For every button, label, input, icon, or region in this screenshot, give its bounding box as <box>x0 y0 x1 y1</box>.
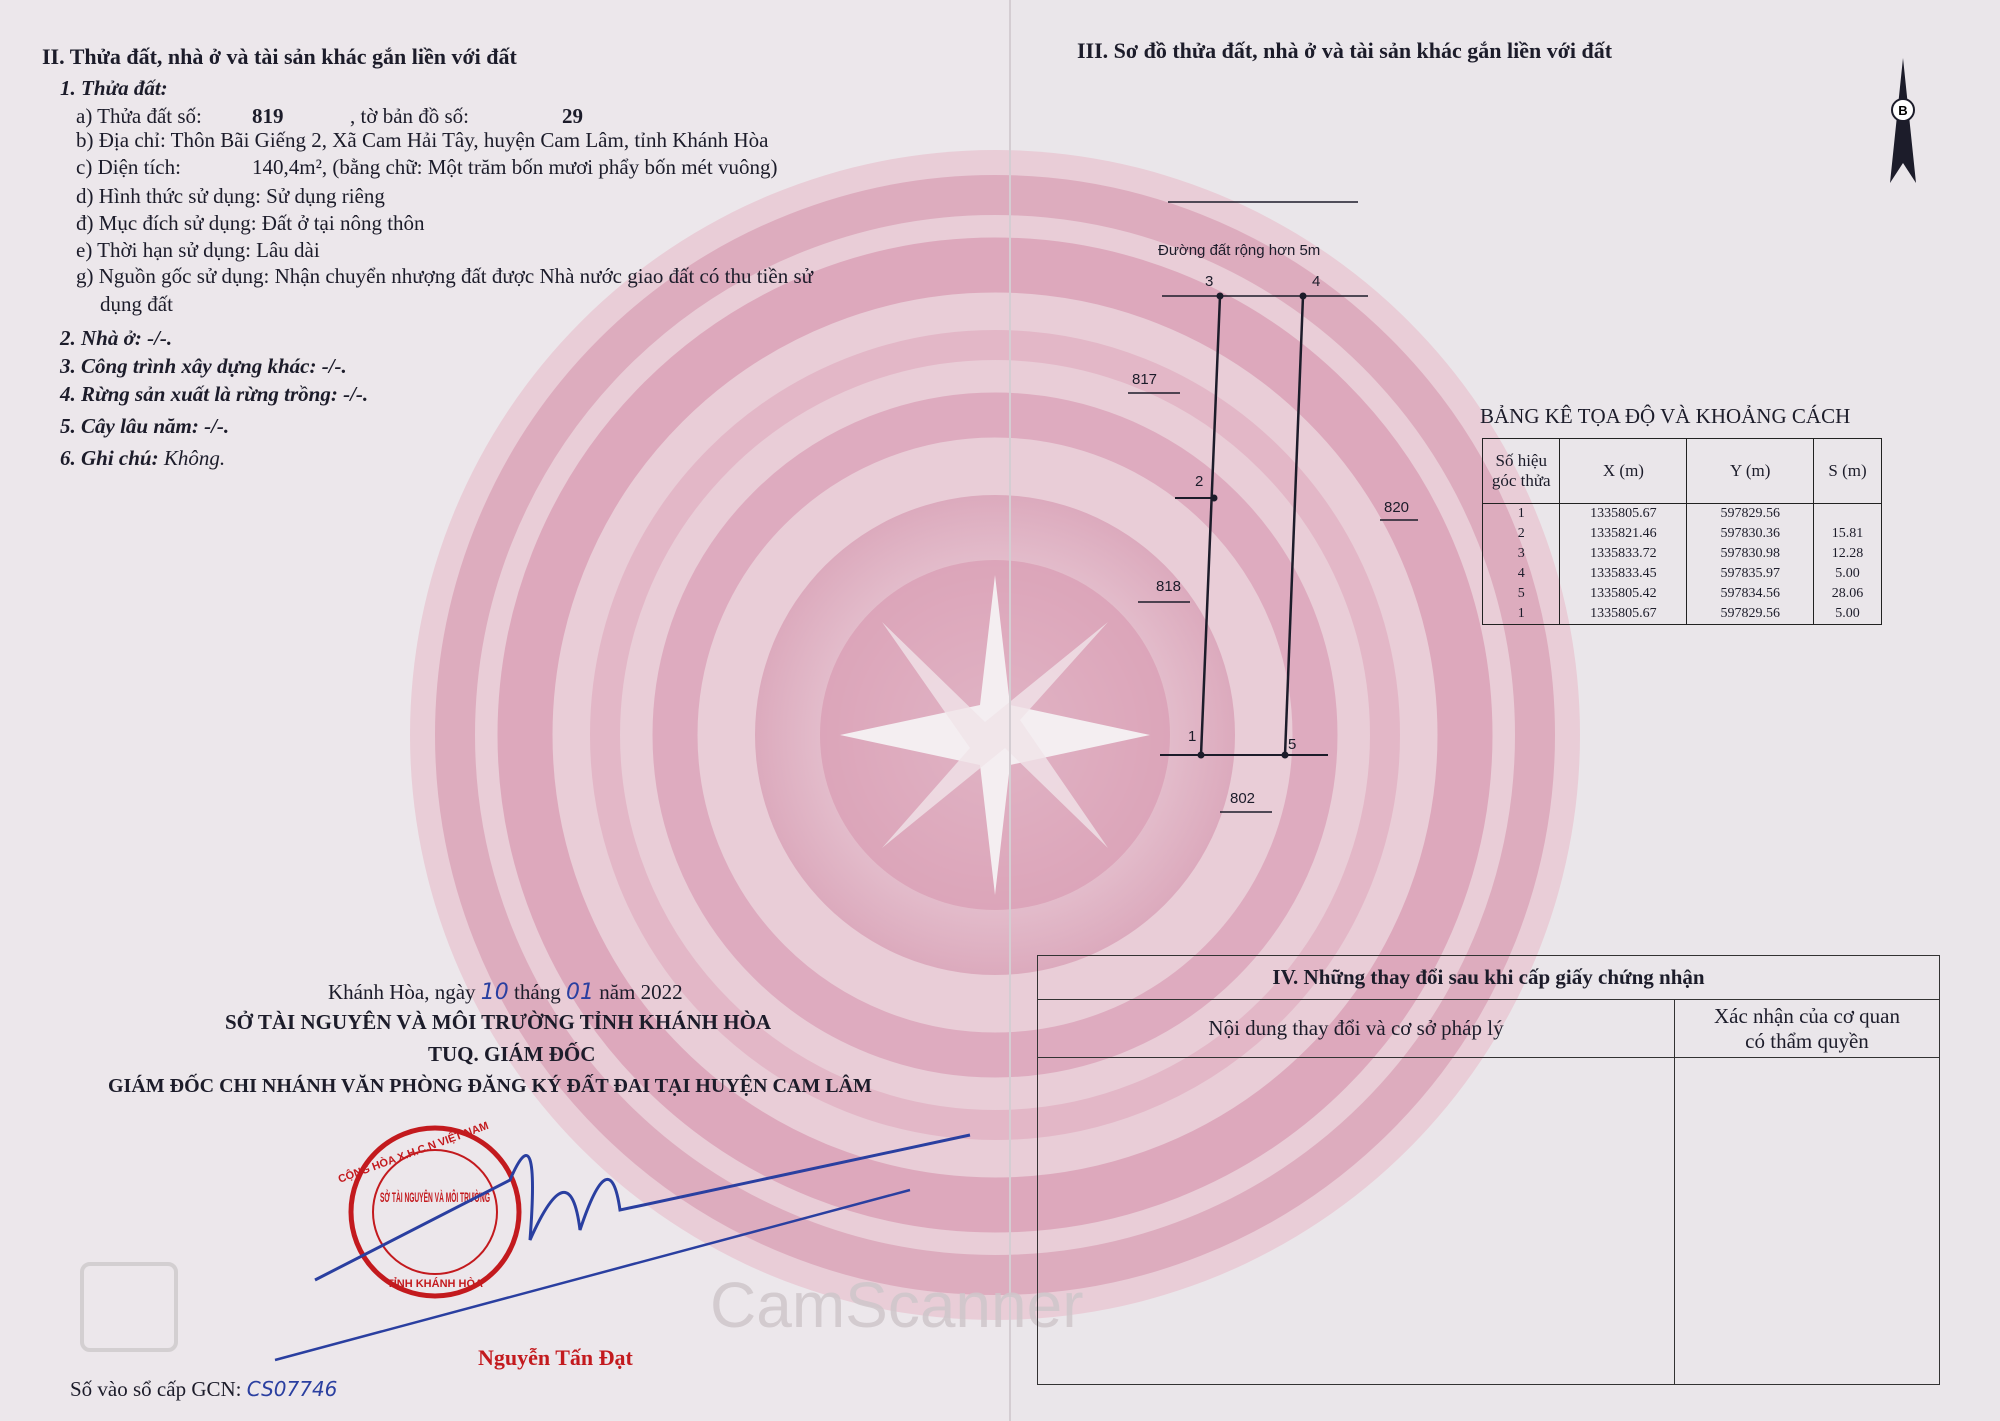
table-cell: 1 <box>1483 504 1560 525</box>
table-cell <box>1814 504 1882 525</box>
point-5-label: 5 <box>1288 736 1297 753</box>
table-cell: 1335821.46 <box>1560 524 1687 544</box>
changes-col-content: Nội dung thay đổi và cơ sở pháp lý <box>1038 1000 1675 1058</box>
table-cell: 5 <box>1483 584 1560 604</box>
parcel-diagram <box>1100 190 1400 830</box>
seal-inner-text: SỞ TÀI NGUYÊN VÀ MÔI TRƯỜNG <box>380 1189 613 1205</box>
table-cell: 1 <box>1483 604 1560 625</box>
point-4-label: 4 <box>1312 273 1321 290</box>
point-3-label: 3 <box>1205 273 1214 290</box>
map-sheet-number: 29 <box>562 104 583 128</box>
other-works-line: 3. Công trình xây dựng khác: -/-. <box>60 354 347 378</box>
table-cell: 1335805.67 <box>1560 504 1687 525</box>
table-cell: 1335833.72 <box>1560 544 1687 564</box>
coord-header-y: Y (m) <box>1687 439 1814 504</box>
address: b) Địa chỉ: Thôn Bãi Giếng 2, Xã Cam Hải Tây, huyện Cam Lâm, tỉnh Khánh Hòa <box>76 128 769 152</box>
year-label: năm 2022 <box>599 980 683 1004</box>
issuing-org: SỞ TÀI NGUYÊN VÀ MÔI TRƯỜNG TỈNH KHÁNH HÒA <box>225 1010 772 1034</box>
gcn-number-row <box>70 1377 337 1402</box>
note-value: Không. <box>163 446 226 470</box>
gcn-number: CS07746 <box>246 1377 338 1401</box>
table-cell: 28.06 <box>1814 584 1882 604</box>
section-ii-title: II. Thửa đất, nhà ở và tài sản khác gắn liền với đất <box>42 44 517 69</box>
house-line: 2. Nhà ở: -/-. <box>60 326 173 350</box>
plot-number-label: a) Thửa đất số: <box>76 104 202 128</box>
table-cell: 1335805.42 <box>1560 584 1687 604</box>
table-row <box>1483 584 1882 604</box>
point-1-label: 1 <box>1188 728 1197 745</box>
gcn-label: Số vào sổ cấp GCN: <box>70 1377 242 1401</box>
table-cell: 1335833.45 <box>1560 564 1687 584</box>
table-row <box>1483 564 1882 584</box>
changes-col-confirm-line1: Xác nhận của cơ quan <box>1713 1003 1901 1028</box>
area-label: c) Diện tích: <box>76 155 181 179</box>
changes-col-confirm <box>1675 1000 1940 1058</box>
changes-col-confirm-line2: có thẩm quyền <box>1745 1028 1869 1053</box>
table-cell: 3 <box>1483 544 1560 564</box>
tuq-title: TUQ. GIÁM ĐỐC <box>428 1042 596 1066</box>
area-value: 140,4m², (bằng chữ: Một trăm bốn mươi phẩy bốn mét vuông) <box>252 155 778 179</box>
forest-line: 4. Rừng sản xuất là rừng trồng: -/-. <box>60 382 369 406</box>
changes-title: IV. Những thay đổi sau khi cấp giấy chứng nhận <box>1038 956 1940 1000</box>
land-purpose: đ) Mục đích sử dụng: Đất ở tại nông thôn <box>76 211 425 235</box>
branch-title: GIÁM ĐỐC CHI NHÁNH VĂN PHÒNG ĐĂNG KÝ ĐẤT ĐAI TẠI HUYỆN CAM LÂM <box>108 1075 872 1097</box>
neighbor-820: 820 <box>1384 499 1410 516</box>
road-label: Đường đất rộng hơn 5m <box>1158 242 1321 259</box>
changes-table <box>1037 955 1940 1385</box>
north-label: B <box>1898 103 1908 118</box>
table-row <box>1483 504 1882 525</box>
coord-header-s: S (m) <box>1814 439 1882 504</box>
note-line <box>60 446 225 471</box>
use-form: d) Hình thức sử dụng: Sử dụng riêng <box>76 184 385 208</box>
changes-confirm-cell <box>1675 1058 1940 1385</box>
table-cell: 5.00 <box>1814 564 1882 584</box>
point-2-label: 2 <box>1195 473 1204 490</box>
camscanner-logo <box>80 1262 178 1352</box>
table-cell: 12.28 <box>1814 544 1882 564</box>
coord-header-x: X (m) <box>1560 439 1687 504</box>
neighbor-802: 802 <box>1230 790 1256 807</box>
changes-content-cell <box>1038 1058 1675 1385</box>
table-row <box>1483 544 1882 564</box>
plot-number: 819 <box>252 104 284 128</box>
camscanner-watermark: CamScanner <box>710 1269 1084 1341</box>
table-row <box>1483 524 1882 544</box>
use-duration: e) Thời hạn sử dụng: Lâu dài <box>76 238 320 262</box>
perennial-line: 5. Cây lâu năm: -/-. <box>60 414 230 438</box>
seal-bottom-text: TỈNH KHÁNH HÒA <box>387 1278 483 1290</box>
table-cell: 15.81 <box>1814 524 1882 544</box>
use-origin-cont: dụng đất <box>100 292 173 316</box>
table-cell: 2 <box>1483 524 1560 544</box>
table-row <box>1483 604 1882 625</box>
neighbor-817: 817 <box>1132 371 1158 388</box>
table-cell: 597835.97 <box>1687 564 1814 584</box>
coord-table-title: BẢNG KÊ TỌA ĐỘ VÀ KHOẢNG CÁCH <box>1480 404 1851 428</box>
table-cell: 1335805.67 <box>1560 604 1687 625</box>
seal-outer-text: CỘNG HÒA X.H.C.N VIỆT NAM <box>336 1119 491 1186</box>
table-cell: 4 <box>1483 564 1560 584</box>
table-cell: 597830.36 <box>1687 524 1814 544</box>
coord-table <box>1482 438 1882 625</box>
coord-header-point: Số hiệu góc thửa <box>1483 439 1560 504</box>
signer-name: Nguyễn Tấn Đạt <box>478 1345 633 1370</box>
sign-day: 10 <box>480 980 509 1005</box>
month-label: tháng <box>514 980 561 1004</box>
use-origin: g) Nguồn gốc sử dụng: Nhận chuyển nhượng đất được Nhà nước giao đất có thu tiền sử <box>76 264 813 288</box>
neighbor-818: 818 <box>1156 578 1182 595</box>
plot-heading: 1. Thửa đất: <box>60 76 168 100</box>
north-arrow-icon <box>1880 58 1926 188</box>
signing-date <box>328 980 683 1005</box>
date-prefix: Khánh Hòa, ngày <box>328 980 476 1004</box>
table-cell: 597829.56 <box>1687 604 1814 625</box>
table-cell: 597830.98 <box>1687 544 1814 564</box>
table-cell: 597834.56 <box>1687 584 1814 604</box>
map-sheet-label: , tờ bản đồ số: <box>350 104 470 128</box>
section-iii-title: III. Sơ đồ thửa đất, nhà ở và tài sản khác gắn liền với đất <box>1077 38 1613 63</box>
sign-month: 01 <box>565 980 594 1005</box>
note-label: 6. Ghi chú: <box>60 446 159 470</box>
table-cell: 5.00 <box>1814 604 1882 625</box>
table-cell: 597829.56 <box>1687 504 1814 525</box>
